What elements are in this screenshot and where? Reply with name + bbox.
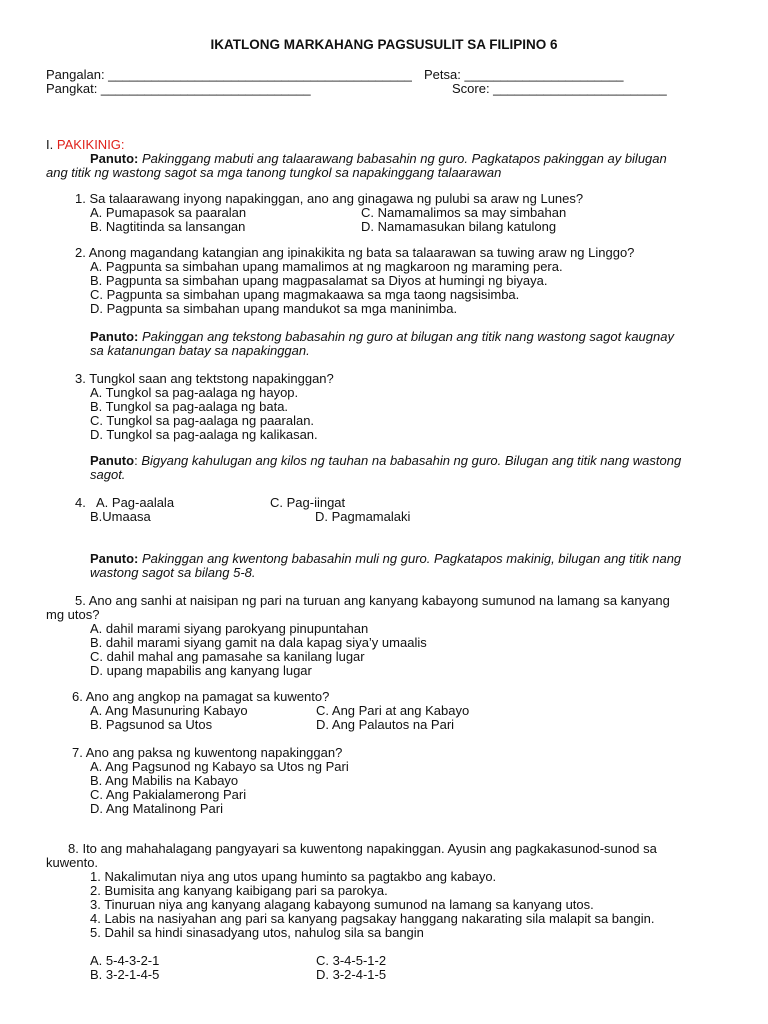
q3-option-c[interactable]: C. Tungkol sa pag-aalaga ng paaralan. (90, 413, 315, 428)
q3-option-b[interactable]: B. Tungkol sa pag-aalaga ng bata. (90, 399, 289, 414)
q3-option-a[interactable]: A. Tungkol sa pag-aalaga ng hayop. (90, 385, 299, 400)
q8-event-2: 2. Bumisita ang kanyang kaibigang pari sa parokya. (90, 883, 388, 898)
q4-option-d[interactable]: D. Pagmamalaki (315, 509, 411, 524)
q7-option-d[interactable]: D. Ang Matalinong Pari (90, 801, 223, 816)
q8-event-5: 5. Dahil sa hindi sinasadyang utos, nahulog sila sa bangin (90, 925, 424, 940)
q1-option-c[interactable]: C. Namamalimos sa may simbahan (361, 205, 567, 220)
q8-event-1: 1. Nakalimutan niya ang utos upang huminto sa pagtakbo ang kabayo. (90, 869, 497, 884)
q2-option-b[interactable]: B. Pagpunta sa simbahan upang magpasalamat sa Diyos at humingi ng biyaya. (90, 273, 548, 288)
q2-option-c[interactable]: C. Pagpunta sa simbahan upang magmakaawa sa mga taong nagsisimba. (90, 287, 520, 302)
directions-3 (90, 454, 681, 468)
directions-text: Pakinggan ang kwentong babasahin muli ng guro. Pagkatapos makinig, bilugan ang titik nang (142, 551, 682, 566)
question-5-stem: 5. Ano ang sanhi at naisipan ng pari na turuan ang kanyang kabayong sumunod na lamang sa kanyang (75, 593, 670, 608)
q1-option-d[interactable]: D. Namamasukan bilang katulong (361, 219, 557, 234)
directions-label: Panuto: (90, 151, 139, 166)
directions-label: Panuto (90, 453, 135, 468)
directions-4 (90, 552, 681, 566)
q6-option-b[interactable]: B. Pagsunod sa Utos (90, 717, 213, 732)
pangalan-field[interactable]: Pangalan: __________________________________________ (46, 67, 412, 82)
section-name: PAKIKINIG: (56, 137, 125, 152)
q6-option-c[interactable]: C. Ang Pari at ang Kabayo (316, 703, 470, 718)
section-heading (46, 138, 125, 152)
question-3-stem: 3. Tungkol saan ang tektstong napakinggan? (75, 371, 334, 386)
q4-option-a[interactable]: A. Pag-aalala (96, 495, 175, 510)
section-numeral: I. (46, 137, 54, 152)
question-2-stem: 2. Anong magandang katangian ang ipinakikita ng bata sa talaarawan sa tuwing araw ng Linggo? (75, 245, 635, 260)
q8-option-c[interactable]: C. 3-4-5-1-2 (316, 953, 387, 968)
q8-event-4: 4. Labis na nasiyahan ang pari sa kanyang pagsakay hanggang nakarating sila malapit sa bangin. (90, 911, 655, 926)
directions-text: Bigyang kahulugan ang kilos ng tauhan na babasahin ng guro. Bilugan ang titik nang wastong (141, 453, 682, 468)
q3-option-d[interactable]: D. Tungkol sa pag-aalaga ng kalikasan. (90, 427, 318, 442)
score-field[interactable]: Score: ________________________ (452, 81, 667, 96)
page-title: IKATLONG MARKAHANG PAGSUSULIT SA FILIPINO 6 (210, 37, 558, 52)
question-6-stem: 6. Ano ang angkop na pamagat sa kuwento? (72, 689, 330, 704)
q6-option-d[interactable]: D. Ang Palautos na Pari (316, 717, 455, 732)
question-7-stem: 7. Ano ang paksa ng kuwentong napakinggan? (72, 745, 343, 760)
directions-2-line2: sa katanungan batay sa napakinggan. (90, 343, 310, 358)
q1-option-a[interactable]: A. Pumapasok sa paaralan (90, 205, 247, 220)
petsa-field[interactable]: Petsa: ______________________ (424, 67, 624, 82)
q8-option-b[interactable]: B. 3-2-1-4-5 (90, 967, 160, 982)
q4-option-b[interactable]: B.Umaasa (90, 509, 151, 524)
question-8-stem: 8. Ito ang mahahalagang pangyayari sa kuwentong napakinggan. Ayusin ang pagkakasunod-sunod sa (68, 841, 657, 856)
directions-2 (90, 330, 674, 344)
q1-option-b[interactable]: B. Nagtitinda sa lansangan (90, 219, 246, 234)
q5-option-a[interactable]: A. dahil marami siyang parokyang pinupuntahan (90, 621, 369, 636)
question-4-number: 4. (75, 495, 86, 510)
q4-option-c[interactable]: C. Pag-iingat (270, 495, 346, 510)
question-1-stem: 1. Sa talaarawang inyong napakinggan, ano ang ginagawa ng pulubi sa araw ng Lunes? (75, 191, 584, 206)
directions-text: Pakinggang mabuti ang talaarawang babasahin ng guro. Pagkatapos pakinggan ay bilugan (142, 151, 667, 166)
directions-label: Panuto: (90, 551, 139, 566)
question-5-stem-line2: mg utos? (46, 607, 100, 622)
pangkat-field[interactable]: Pangkat: _____________________________ (46, 81, 311, 96)
q6-option-a[interactable]: A. Ang Masunuring Kabayo (90, 703, 248, 718)
directions-3-line2: sagot. (90, 467, 126, 482)
directions-4-line2: wastong sagot sa bilang 5-8. (90, 565, 256, 580)
directions-1 (90, 152, 667, 166)
q2-option-a[interactable]: A. Pagpunta sa simbahan upang mamalimos at ng magkaroon ng maraming pera. (90, 259, 563, 274)
q5-option-b[interactable]: B. dahil marami siyang gamit na dala kapag siya’y umaalis (90, 635, 427, 650)
directions-label: Panuto: (90, 329, 139, 344)
q7-option-b[interactable]: B. Ang Mabilis na Kabayo (90, 773, 239, 788)
q5-option-c[interactable]: C. dahil mahal ang pamasahe sa kanilang lugar (90, 649, 365, 664)
q7-option-c[interactable]: C. Ang Pakialamerong Pari (90, 787, 247, 802)
q5-option-d[interactable]: D. upang mapabilis ang kanyang lugar (90, 663, 312, 678)
q8-option-d[interactable]: D. 3-2-4-1-5 (316, 967, 387, 982)
q7-option-a[interactable]: A. Ang Pagsunod ng Kabayo sa Utos ng Pari (90, 759, 349, 774)
directions-text: Pakinggan ang tekstong babasahin ng guro at bilugan ang titik nang wastong sagot kaugnay (142, 329, 674, 344)
directions-1-line2: ang titik ng wastong sagot sa mga tanong tungkol sa napakinggang talaarawan (46, 165, 502, 180)
question-8-stem-line2: kuwento. (46, 855, 99, 870)
q2-option-d[interactable]: D. Pagpunta sa simbahan upang mandukot sa mga maninimba. (90, 301, 458, 316)
q8-event-3: 3. Tinuruan niya ang kanyang alagang kabayong sumunod na lamang sa kanyang utos. (90, 897, 594, 912)
directions-colon: : (134, 453, 138, 468)
q8-option-a[interactable]: A. 5-4-3-2-1 (90, 953, 160, 968)
